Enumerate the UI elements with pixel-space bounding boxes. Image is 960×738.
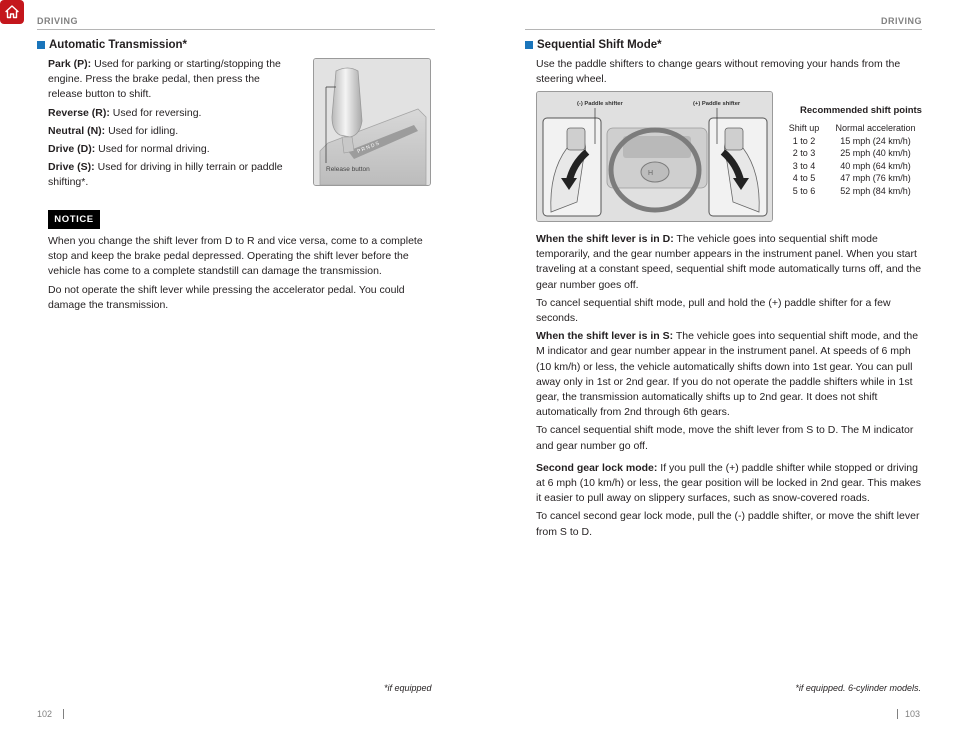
- sequential-shift-body: [536, 232, 924, 543]
- table-cell: 1 to 2: [792, 135, 816, 146]
- notice-paragraph: Do not operate the shift lever while pressing the accelerator pedal. You could damage the transmission.: [48, 283, 405, 311]
- normal-acceleration-column: [829, 122, 923, 197]
- intro-text: Use the paddle shifters to change gears without removing your hands from the steering wheel.: [536, 58, 901, 86]
- sequential-intro: [536, 57, 920, 90]
- heading-text: Sequential Shift Mode*: [537, 39, 662, 51]
- svg-text:P R N D S: P R N D S: [356, 140, 381, 155]
- sequential-shift-heading: [525, 39, 662, 51]
- footnote-left: *if equipped: [384, 683, 432, 693]
- minus-paddle-label: (-) Paddle shifter: [577, 101, 623, 107]
- table-cell: 47 mph (76 km/h): [840, 173, 911, 183]
- body-paragraph: When the shift lever is in S: The vehicle goes into sequential shift mode, and the M indicator and gear number appear in the instrument panel. At speeds of 6 mph (10 km/h) or less, the vehicle automatically shifts down into 1st gear. You can pull away only in 1st or 2nd gear. If you do not operate the paddle shifters while in 1st gear, the transmission automatically shifts up to 2nd gear. It does not shift automatically from 2nd through 6th gears.: [536, 330, 919, 419]
- page-number-right: 103: [905, 709, 921, 719]
- notice-body: [48, 234, 433, 316]
- body-paragraph: Second gear lock mode: If you pull the (+) paddle shifter while stopped or driving at 6 mph (10 km/h) or less, the gear position will be locked in 2nd gear. This makes it easier to pull away on slippery surfaces, such as snow-covered roads.: [536, 461, 921, 505]
- footnote-right: *if equipped. 6-cylinder models.: [795, 683, 921, 693]
- shift-lever-figure: [313, 58, 431, 186]
- notice-badge: NOTICE: [48, 210, 100, 229]
- svg-text:H: H: [648, 170, 654, 177]
- body-paragraph: To cancel sequential shift mode, move the shift lever from S to D. The M indicator and gear number go off.: [536, 424, 914, 452]
- page-number-divider-left: [63, 709, 64, 719]
- release-button-label: Release button: [326, 166, 370, 173]
- section-header-right: DRIVING: [880, 16, 922, 26]
- body-paragraph: To cancel sequential shift mode, pull and hold the (+) paddle shifter for a few seconds.: [536, 296, 891, 325]
- body-paragraph: When the shift lever is in D: The vehicle goes into sequential shift mode temporarily, and the gear number appears in the instrument panel. When you start traveling at a constant speed, sequential shift mode automatically turns off, and the gear number goes off.: [536, 233, 922, 291]
- page-number-left: 102: [37, 709, 53, 719]
- table-cell: 25 mph (40 km/h): [840, 148, 911, 158]
- notice-paragraph: When you change the shift lever from D to R and vice versa, come to a complete stop and keep the brake pedal depressed. Operating the shift lever before the vehicle has come to a complete standstill can damage the transmission.: [48, 235, 423, 278]
- table-cell: 2 to 3: [792, 148, 816, 158]
- gear-item-drive-d: Drive (D): Used for normal driving.: [48, 143, 210, 156]
- shift-points-title: Recommended shift points: [800, 105, 922, 116]
- column-header: Normal acceleration: [835, 123, 916, 133]
- gear-position-list: [48, 57, 288, 194]
- shift-points-table: [784, 122, 923, 197]
- section-header-left: DRIVING: [37, 16, 79, 26]
- heading-bullet-icon: [37, 41, 45, 49]
- table-cell: 5 to 6: [792, 185, 816, 196]
- column-header: Shift up: [788, 123, 820, 133]
- home-glyph: [4, 4, 20, 20]
- gear-item-drive-s: Drive (S): Used for driving in hilly terrain or paddle shifting*.: [48, 161, 283, 189]
- body-paragraph: To cancel second gear lock mode, pull the (-) paddle shifter, or move the shift lever from S to D.: [536, 510, 920, 538]
- table-cell: 40 mph (64 km/h): [840, 160, 911, 171]
- table-cell: 4 to 5: [792, 173, 816, 183]
- table-cell: 52 mph (84 km/h): [840, 185, 911, 196]
- gear-item-reverse: Reverse (R): Used for reversing.: [48, 106, 202, 119]
- home-icon[interactable]: [0, 0, 24, 24]
- paddle-shifter-figure: [536, 91, 773, 222]
- automatic-transmission-heading: [37, 39, 187, 51]
- gear-item-neutral: Neutral (N): Used for idling.: [48, 124, 179, 137]
- header-rule-left: [37, 29, 435, 30]
- heading-bullet-icon: [525, 41, 533, 49]
- heading-text: Automatic Transmission*: [49, 39, 188, 51]
- page-number-divider-right: [897, 709, 898, 719]
- paddle-shifter-illustration: [537, 92, 773, 222]
- plus-paddle-label: (+) Paddle shifter: [693, 101, 741, 107]
- gear-item-park: Park (P): Used for parking or starting/stopping the engine. Press the brake pedal, then press the release button to shift.: [48, 58, 281, 101]
- shift-up-column: [784, 122, 824, 197]
- header-rule-right: [525, 29, 922, 30]
- table-cell: 15 mph (24 km/h): [840, 135, 911, 146]
- table-cell: 3 to 4: [792, 160, 816, 171]
